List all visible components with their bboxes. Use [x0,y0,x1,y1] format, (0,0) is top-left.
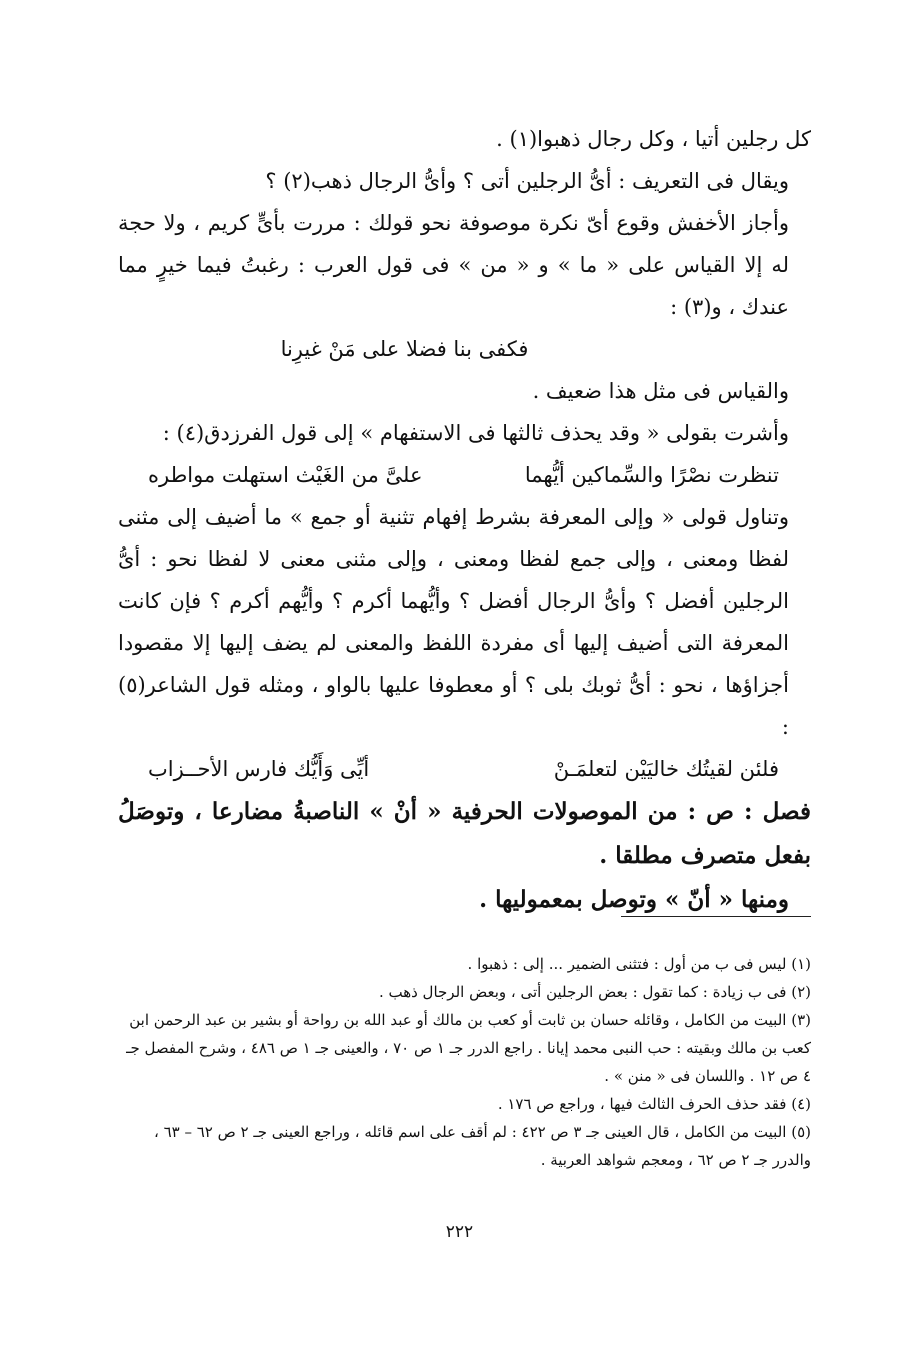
footnotes [118,950,811,1174]
verse-hemistich-second: أيِّى وَأَيُّك فارس الأحــزاب [148,757,370,781]
footnote: (٣) البيت من الكامل ، وقائله حسان بن ثابت أو كعب بن مالك أو عبد الله بن رواحة أو بشير بن عبد الرحمن ابن كعب بن مالك وبقيته : حب النبى محمد إيانا . راجع الدرر جـ ١ ص ٧٠ ، والعينى جـ ١ ص ٤٨٦ ، وشرح المفصل جـ ٤ ص ١٢ . واللسان فى « منن » . [126,1011,811,1085]
verse-line [118,748,811,790]
text-line: ويقال فى التعريف : أىُّ الرجلين أتى ؟ وأىُّ الرجال ذهب(٢) ؟ [265,169,789,193]
verse-hemistich-first: تنظرت نصْرًا والسِّماكين أيُّهما [524,463,779,487]
verse-line [118,328,811,370]
verse-hemistich-second: علىَّ من الغَيْث استهلت مواطره [148,463,423,487]
verse-line [118,454,811,496]
paragraph: وتناول قولى « وإلى المعرفة بشرط إفهام تثنية أو جمع » ما أضيف إلى مثنى لفظا ومعنى ، وإلى جمع لفظا ومعنى ، وإلى مثنى معنى لا لفظا نحو : أىُّ الرجلين أفضل ؟ وأىُّ الرجال أفضل ؟ وأيُّهما أكرم ؟ وأيُّهم أكرم ؟ فإن كانت المعرفة التى أضيف إليها أى مفردة اللفظ والمعنى لم يضف إليها إلا مقصودا أجزاؤها ، نحو : أىُّ ثوبك بلى ؟ أو معطوفا عليها بالواو ، ومثله قول الشاعر(٥) : [118,505,789,739]
footnote: (٤) فقد حذف الحرف الثالث فيها ، وراجع ص ١٧٦ . [497,1095,811,1113]
footnote-separator [621,916,811,917]
text-line: وأجاز الأخفش وقوع أىّ نكرة موصوفة نحو قولك : مررت بأىٍّ كريم ، ولا حجة له إلا القياس على « ما » و « من » فى قول العرب : رغبتُ فيما خيرٍ مما عندك ، و(٣) : [118,211,789,319]
section-heading: فصل : ص : من الموصولات الحرفية « أنْ » الناصبةُ مضارعا ، وتوصَلُ بفعل متصرف مطلقا . [118,798,811,869]
text-line: كل رجلين أتيا ، وكل رجال ذهبوا(١) . [496,127,811,151]
page-number: ٢٢٢ [445,1222,474,1242]
text-line: وأشرت بقولى « وقد يحذف ثالثها فى الاستفهام » إلى قول الفرزدق(٤) : [162,421,789,445]
main-text [118,118,811,922]
text-line: والقياس فى مثل هذا ضعيف . [532,379,789,403]
footnote: (٥) البيت من الكامل ، قال العينى جـ ٣ ص ٤٢٢ : لم أقف على اسم قائله ، وراجع العينى جـ ٢ ص ٦٢ – ٦٣ ، والدرر جـ ٢ ص ٦٢ ، ومعجم شواهد العربية . [153,1123,811,1169]
verse-text: فكفى بنا فضلا على مَنْ غيرِنا [280,337,529,361]
footnote: (٢) فى ب زيادة : كما تقول : بعض الرجلين أتى ، وبعض الرجال ذهب . [378,983,811,1001]
footnote: (١) ليس فى ب من أول : فتثنى الضمير ... إلى : ذهبوا . [467,955,811,973]
verse-hemistich-first: فلئن لقيتُك خاليَيْن لتعلمَـنْ [553,757,779,781]
section-subheading: ومنها « أنّ » وتوصل بمعموليها . [479,886,789,913]
